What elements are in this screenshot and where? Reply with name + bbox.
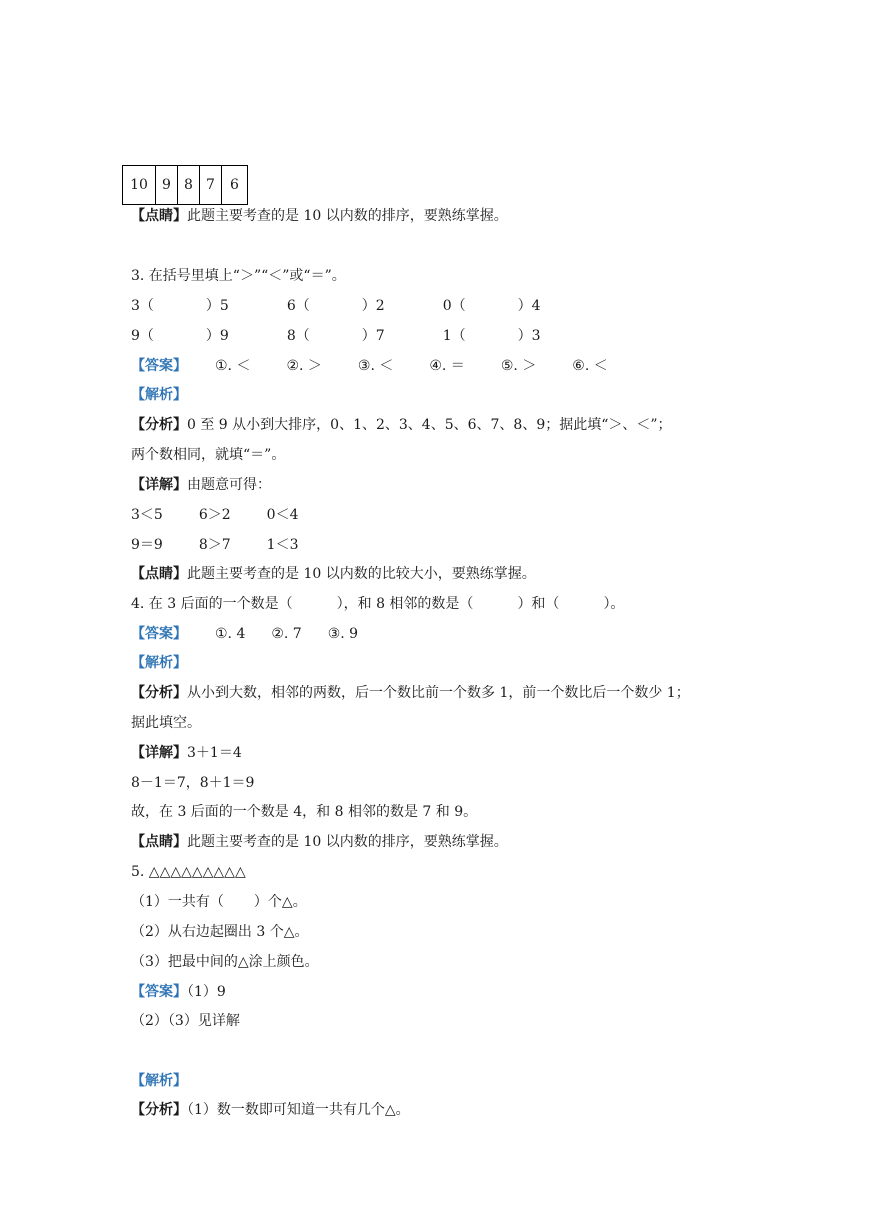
q5-title: 5. △△△△△△△△△ [131,864,246,880]
q3-fenxi-cont: 两个数相同，就填“＝”。 [131,447,286,463]
q5-fenxi: 【分析】（1）数一数即可知道一共有几个△。 [131,1102,410,1118]
q3-title: 3. 在括号里填上“＞”“＜”或“＝”。 [131,268,346,284]
q4-conclusion: 故，在 3 后面的一个数是 4，和 8 相邻的数是 7 和 9。 [131,804,478,820]
p2-dianjing: 【点睛】此题主要考查的是 10 以内数的排序，要熟练掌握。 [131,208,508,224]
q4-title: 4. 在 3 后面的一个数是（ ），和 8 相邻的数是（ ）和（ ）。 [131,596,625,612]
q5-sub1: （1）一共有（ ）个△。 [131,894,307,910]
q5-answer: 【答案】（1）9 [131,984,226,1000]
sequence-cell: 9 [156,166,178,205]
q4-fenxi: 【分析】从小到大数，相邻的两数，后一个数比前一个数多 1，前一个数比后一个数少 1； [131,685,690,701]
q4-calc: 8－1＝7，8＋1＝9 [131,775,255,791]
sequence-cell: 8 [178,166,200,205]
q4-dianjing: 【点睛】此题主要考查的是 10 以内数的排序，要熟练掌握。 [131,834,508,850]
q3-row1: 3（ ）5 6（ ）2 0（ ）4 [131,298,541,314]
q3-fenxi: 【分析】0 至 9 从小到大排序，0、1、2、3、4、5、6、7、8、9；据此填“＞、＜”； [131,417,672,433]
q3-cmp-row1: 3＜5 6＞2 0＜4 [131,507,299,523]
q4-jiexi-label: 【解析】 [131,655,187,671]
sequence-table [122,165,248,205]
q3-jiexi-label: 【解析】 [131,387,187,403]
q5-sub3: （3）把最中间的△涂上颜色。 [131,954,319,970]
sequence-cell: 10 [123,166,156,205]
q3-dianjing: 【点睛】此题主要考查的是 10 以内数的比较大小，要熟练掌握。 [131,566,536,582]
sequence-cell: 7 [200,166,222,205]
q3-answer: 【答案】 ①. ＜ ②. ＞ ③. ＜ ④. ＝ ⑤. ＞ ⑥. ＜ [131,358,608,374]
q5-answer-cont: （2）（3）见详解 [131,1013,240,1029]
q3-xiangjie: 【详解】由题意可得： [131,477,271,493]
q5-jiexi-label: 【解析】 [131,1073,187,1089]
q3-cmp-row2: 9＝9 8＞7 1＜3 [131,537,299,553]
q5-sub2: （2）从右边起圈出 3 个△。 [131,924,309,940]
q4-xiangjie: 【详解】3＋1＝4 [131,745,242,761]
q4-answer: 【答案】 ①. 4 ②. 7 ③. 9 [131,626,359,642]
q4-fenxi-cont: 据此填空。 [131,715,201,731]
sequence-cell: 6 [222,166,248,205]
q3-row2: 9（ ）9 8（ ）7 1（ ）3 [131,328,541,344]
